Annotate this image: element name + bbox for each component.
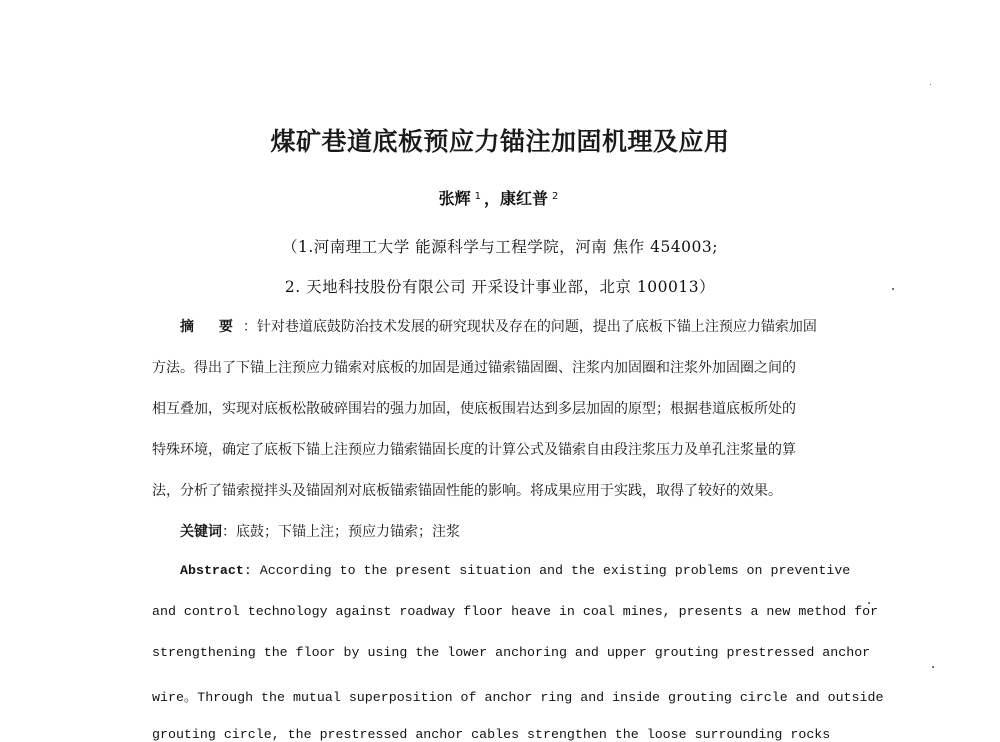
scan-speck <box>930 84 931 85</box>
keywords-cn-label: 关键词 <box>180 524 222 540</box>
abstract-cn-line <box>180 316 817 336</box>
abstract-en-line: wire。Through the mutual superposition of anchor ring and inside grouting circle and outside <box>152 690 884 705</box>
scan-speck <box>892 288 894 290</box>
abstract-cn-line: 方法。得出了下锚上注预应力锚索对底板的加固是通过锚索锚固圈、注浆内加固圈和注浆外加固圈之间的 <box>152 360 796 376</box>
keywords-cn-line <box>180 521 460 541</box>
abstract-cn-line: 相互叠加，实现对底板松散破碎围岩的强力加固，使底板围岩达到多层加固的原型；根据巷道底板所处的 <box>152 401 796 417</box>
paper-title: 煤矿巷道底板预应力锚注加固机理及应用 <box>270 127 730 156</box>
abstract-en-label: Abstract <box>180 563 244 578</box>
abstract-en-line: and control technology against roadway floor heave in coal mines, presents a new method for <box>152 604 879 619</box>
scan-speck <box>932 666 934 668</box>
abstract-cn-line: 特殊环境，确定了底板下锚上注预应力锚索锚固长度的计算公式及锚索自由段注浆压力及单孔注浆量的算 <box>152 442 796 458</box>
author-separator: ， <box>483 189 500 208</box>
author-name: 张辉 <box>438 189 471 208</box>
abstract-en-line <box>180 563 850 578</box>
author-line <box>0 186 1000 209</box>
keywords-cn-text: ：底鼓；下锚上注；预应力锚索；注浆 <box>222 524 460 540</box>
scan-speck <box>868 602 870 604</box>
abstract-cn-text: ：针对巷道底鼓防治技术发展的研究现状及存在的问题，提出了底板下锚上注预应力锚索加固 <box>242 319 817 335</box>
affiliation-marker: 1 <box>474 191 481 202</box>
affiliation-line: 2. 天地科技股份有限公司 开采设计事业部，北京 100013） <box>284 278 716 296</box>
affiliation-marker: 2 <box>552 191 559 202</box>
abstract-en-line: grouting circle, the prestressed anchor cables strengthen the loose surrounding rocks <box>152 727 831 742</box>
affiliation-line: （1.河南理工大学 能源科学与工程学院，河南 焦作 454003; <box>282 238 718 256</box>
abstract-cn-line: 法，分析了锚索搅拌头及锚固剂对底板锚索锚固性能的影响。将成果应用于实践，取得了较好的效果。 <box>152 483 782 499</box>
abstract-en-line: strengthening the floor by using the lower anchoring and upper grouting prestressed anchor <box>152 645 871 660</box>
author-name: 康红普 <box>500 189 549 208</box>
abstract-en-text: : According to the present situation and the existing problems on preventive <box>243 563 851 578</box>
abstract-cn-label: 摘 要 <box>180 319 243 335</box>
